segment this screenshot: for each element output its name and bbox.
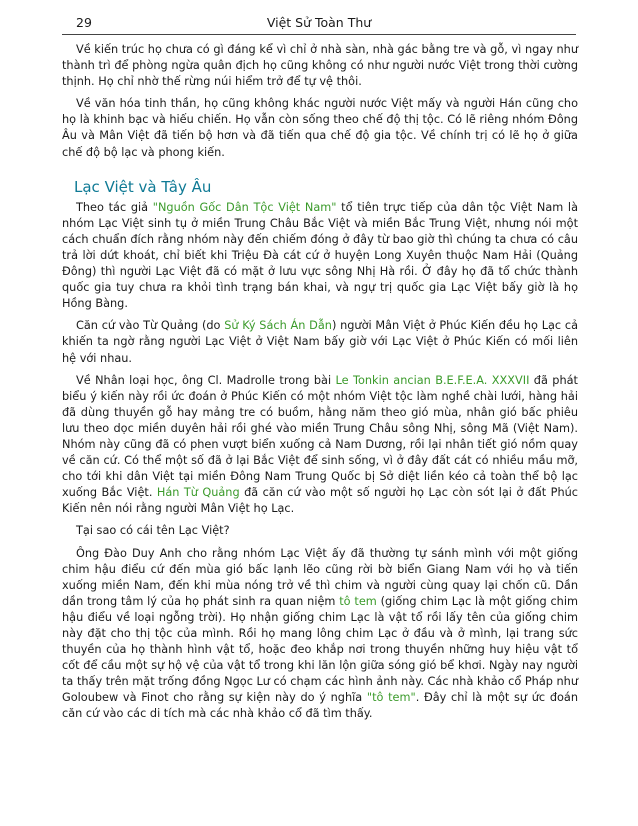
paragraph-text: Căn cứ vào Từ Quảng (do [76, 319, 225, 333]
running-title: Việt Sử Toàn Thư [266, 15, 372, 30]
paragraph-text: đã phát biểu ý kiến này rồi ức đoán ở Phúc Kiến có một nhóm Việt tộc làm nghề chài lưới, hàng hải đã dùng thuyền gỗ hay mảng tre có buồm, hằng năm theo gió mùa, nhân gió bấc phiêu lưu theo dọc miền duyên hải rồi ghé vào miền Trung Châu sông Nhị, sông Mã (Việt Nam). Nhóm này cũng đã có phen vượt biển xuống cả Nam Dương, rồi lại nhân tiết gió nồm quay về căn cứ. Có thể một số đã ở lại Bắc Việt để sinh sống, vì ở đây đất cát có nhiều mầu mỡ, cho tới khi dân Việt tại miền Đông Nam Trung Quốc bị Sở diệt liền kéo cả toàn thể bộ lạc xuống Bắc Việt. [62, 373, 578, 500]
paragraph-text: Về Nhân loại học, ông Cl. Madrolle trong bài [76, 373, 336, 387]
totem-link[interactable]: tô tem [339, 594, 377, 608]
page-number: 29 [76, 15, 92, 30]
totem-link-quoted[interactable]: "tô tem" [366, 691, 416, 705]
paragraph-tu-quang [62, 318, 578, 366]
paragraph-text: . Đây chỉ là một sự ức đoán căn cứ vào các di tích mà các nhà khảo cổ đã tìm thấy. [62, 691, 578, 721]
paragraph-text: tổ tiên trực tiếp của dân tộc Việt Nam là nhóm Lạc Việt sinh tụ ở miền Trung Châu Bắc Việt và miền Bắc Trung Việt, nhưng nói một cách chuẩn đích rằng nhóm này đến chiếm đóng ở đây từ bao giờ thì chúng ta chưa có câu trả lời dứt khoát, chỉ biết khi Triệu Đà cát cứ ở huyện Long Xuyên thuộc Nam Hải (Quảng Đông) thì người Lạc Việt đã có mặt ở lưu vực sông Nhị Hà rồi. Ở đây họ đã tổ chức thành quốc gia tuy chưa ra khỏi tình trạng bán khai, và ngự trị quốc gia Lạc Việt bấy giờ là họ Hồng Bàng. [62, 200, 578, 311]
book-title-link[interactable]: "Nguồn Gốc Dân Tộc Việt Nam" [152, 200, 337, 214]
paragraph-culture: Về văn hóa tinh thần, họ cũng không khác người nước Việt mấy và người Hán cũng cho họ là khinh bạc và hiếu chiến. Họ vẫn còn sống theo chế độ thị tộc. Có lẽ riêng nhóm Đông Âu và Mân Việt đã tiến bộ hơn và đã tiến qua chế độ gia tộc. Về chính trị có lẽ họ ở giữa chế độ bộ lạc và phong kiến. [62, 97, 578, 159]
page-header [62, 12, 576, 35]
paragraph-question: Tại sao có cái tên Lạc Việt? [76, 524, 230, 538]
paragraph-totem [62, 546, 578, 723]
page-content [62, 42, 578, 729]
paragraph-text: ) người Mân Việt ở Phúc Kiến đều họ Lạc cả khiến ta ngờ rằng người Lạc Việt ở Việt Nam bấy giờ với Lạc Việt ở Phúc Kiến có mối liên hệ với nhau. [62, 319, 579, 365]
paragraph-text: Theo tác giả [76, 200, 153, 214]
section-heading: Lạc Việt và Tây Âu [74, 177, 212, 196]
article-link[interactable]: Le Tonkin ancian B.E.F.E.A. XXXVII [335, 373, 530, 387]
author-link[interactable]: Hán Từ Quảng [156, 486, 240, 500]
paragraph-anthropology [62, 373, 578, 518]
paragraph-text: (giống chim Lạc là một giống chim hậu điểu về loại ngỗng trời). Họ nhận giống chim Lạc là vật tổ rồi lấy tên của giống chim này đặt cho thị tộc của mình. Rồi họ mang lông chim Lạc ở đầu và ở mình, lại trang sức thuyền của họ thành hình vật tổ, hoặc đeo khắp nơi trong thuyền những huy hiệu vật tổ cốt để cầu một sự hộ vệ của vật tổ trong khi lăn lộn giữa sóng gió bể khơi. Ngày nay người ta thấy trên mặt trống đồng Ngọc Lư có chạm các hình ảnh này. Các nhà khảo cổ Pháp như Goloubew và Finot cho rằng sự kiện này do ý nghĩa [62, 594, 578, 705]
source-link[interactable]: Sử Ký Sách Án Dẫn [224, 319, 332, 333]
paragraph-origin [62, 200, 578, 313]
paragraph-text: Ông Đào Duy Anh cho rằng nhóm Lạc Việt ấy đã thường tự sánh mình với một giống chim hậu điểu cứ đến mùa gió bấc lạnh lẽo cũng rời bờ biển Giang Nam với họ và tiến xuống miền Nam, đến khi mùa nóng trở về thì chim và người cùng quay lại chốn cũ. Dần dần trong tâm lý của họ phát sinh ra quan niệm [62, 546, 578, 608]
paragraph-text: đã căn cứ vào một số người họ Lạc còn sót lại ở đất Phúc Kiến nên nói rằng người Mân Việt họ Lạc. [62, 486, 578, 516]
paragraph-architecture: Về kiến trúc họ chưa có gì đáng kể vì chỉ ở nhà sàn, nhà gác bằng tre và gỗ, vì ngay như thành trì để phòng ngừa quân địch họ cũng không có như người nước Việt trong thời cường thịnh. Họ chỉ nhờ thế rừng núi hiểm trở để tự vệ thôi. [62, 43, 578, 89]
